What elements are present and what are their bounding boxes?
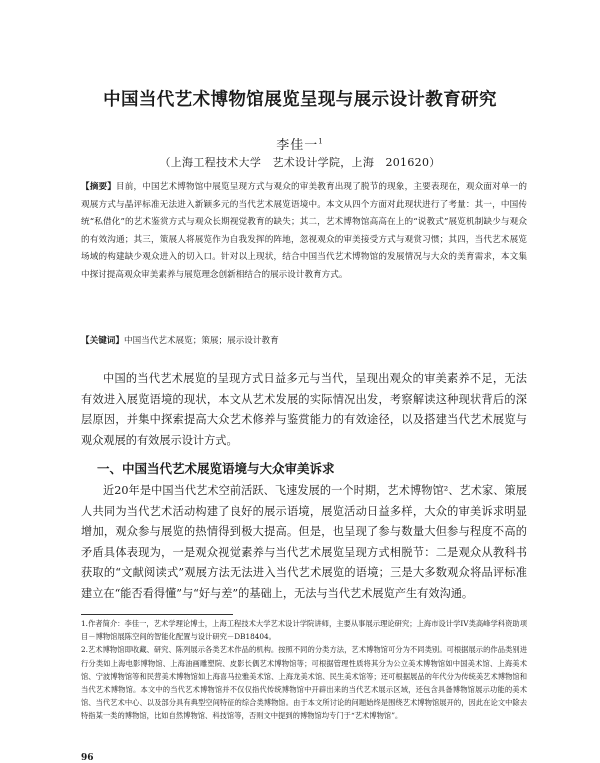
keywords-text: 中国当代艺术展览；策展；展示设计教育	[123, 336, 279, 346]
keywords	[81, 334, 527, 348]
abstract-text: 目前，中国艺术博物馆中展览呈现方式与观众的审美教育出现了脱节的现象，主要表现在，观众面对单一的观展方式与晶评标准无法进入新颖多元的当代艺术展览语境中。本文从四个方面对此现状进行了考量：其一，中国传统“私借化”的艺术鉴赏方式与观众长期视觉教育的缺失；其二，艺术博物馆高高在上的“说教式”展览机制缺少与观众的有效沟通；其三，策展人将展览作为自我发挥的阵地，忽视观众的审美接受方式与观赏习惯；其四，当代艺术展览场域的构建缺少观众进入的切入口。针对以上现状，结合中国当代艺术博物馆的发展情况与大众的美育需求，本文集中探讨提高观众审美素养与展览理念创新相结合的展示设计教育方式。	[81, 182, 527, 280]
section-paragraph: 近20年是中国当代艺术空前活跃、飞速发展的一个时期，艺术博物馆²、艺术家、策展人共同为当代艺术活动构建了良好的展示语境，展览活动日益多样，大众的审美诉求明显增加，观众参与展览的热情得到极大提高。但是，也呈现了参与数量大但参与程度不高的矛盾具体表现为，一是观众视觉素养与当代艺术展览呈现方式相脱节：二是观众从教科书获取的“文献阅读式”观展方法无法进入当代艺术展览的语境；三是大多数观众将品评标准建立在“能否看得懂”与“好与差”的基础上，无法与当代艺术展览产生有效沟通。	[81, 484, 527, 600]
section-heading: 一、中国当代艺术展览语境与大众审美诉求	[97, 461, 335, 476]
author-name: 李佳一	[276, 138, 319, 153]
author-line	[0, 134, 600, 153]
footnote-1: 1.作者简介：李佳一，艺术学理论博士，上海工程技术大学艺术设计学院讲师，主要从事展示理论研究；上海市设计学IV类高峰学科资助项目－博物馆展陈空间的智能化配置与设计研究－DB18404。	[81, 619, 527, 642]
abstract	[81, 179, 527, 284]
footnote-divider	[81, 614, 233, 615]
footnote-2: 2.艺术博物馆即收藏、研究、陈列展示各类艺术作品的机构。按照不同的分类方法，艺术博物馆可分为不同类别。可根据展示的作品类别进行分类如上海电影博物馆、上海油画雕塑院、皮影长偶艺术博物馆等；可根据管理性质将其分为公立美术博物馆如中国美术馆、上海美术馆、宁波博物馆等和民营美术博物馆如上海喜马拉雅美术馆、上海龙美术馆、民生美术馆等；还可根据展品的年代分为传统美艺术博物馆和当代艺术博物馆。本文中的当代艺术博物馆并不仅仅指代传统博物馆中开辟出来的当代艺术展示区域，还包含具备博物馆展示功能的美术馆、当代艺术中心、以及部分具有典型空间特征的综合类博物馆。由于本文所讨论的问题始终是围绕艺术博物馆展开的，因此在论文中除去特指某一类的博物馆，比如自然博物馆、科技馆等，否则文中提到的博物馆均专门于“艺术博物馆”。	[81, 645, 527, 721]
intro-paragraph: 中国的当代艺术展览的呈现方式日益多元与当代，呈现出观众的审美素养不足，无法有效进入展览语境的现状，本文从艺术发展的实际情况出发，考察解读这种现状背后的深层原因，并集中探索提高大众艺术修养与鉴赏能力的有效途径，以及搭建当代艺术展览与观众观展的有效展示设计方式。	[81, 372, 527, 447]
paper-title: 中国当代艺术博物馆展览呈现与展示设计教育研究	[103, 90, 497, 110]
author-affiliation: （上海工程技术大学 艺术设计学院，上海 201620）	[159, 156, 441, 169]
abstract-label: 【摘要】	[81, 182, 116, 192]
footnotes	[81, 617, 527, 723]
author-footnote-mark: 1	[318, 137, 324, 146]
page-number: 96	[81, 753, 94, 763]
keywords-label: 【关键词】	[81, 336, 124, 346]
